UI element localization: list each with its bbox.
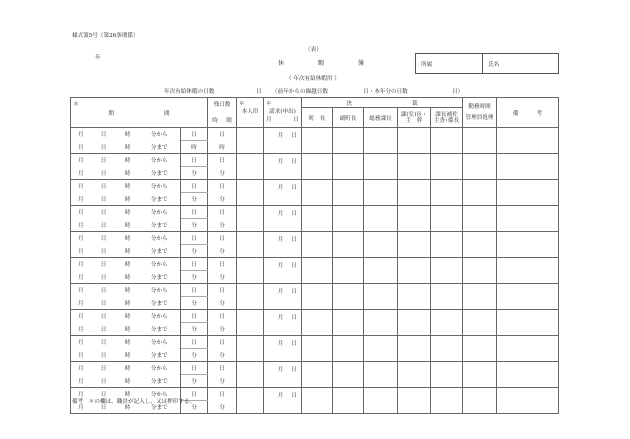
remaining-time-cell[interactable]: 分 (208, 375, 237, 388)
remaining-cell[interactable]: 日 (208, 362, 237, 375)
to-minute[interactable]: 分まで (139, 141, 181, 154)
request-date-cell[interactable]: 月 日 (264, 310, 302, 336)
general-affairs-cell[interactable] (364, 180, 398, 206)
to-hour[interactable]: 時 (117, 323, 139, 336)
from-minute[interactable]: 分から (139, 180, 181, 193)
days-cell[interactable]: 日 (181, 310, 208, 323)
section-chief-cell[interactable] (398, 232, 431, 258)
header-mayor: 町 長 (302, 108, 333, 128)
remaining-time-cell[interactable]: 分 (208, 219, 237, 232)
remaining-cell[interactable]: 日 (208, 128, 237, 141)
header-vice-mayor: 副町長 (333, 108, 364, 128)
to-month[interactable]: 月 (71, 219, 91, 232)
table-row (71, 128, 559, 141)
assistant-chief-cell[interactable] (431, 154, 463, 180)
to-month[interactable]: 月 (71, 375, 91, 388)
vice-mayor-cell[interactable] (333, 206, 364, 232)
from-hour[interactable]: 時 (117, 388, 139, 401)
section-chief-cell[interactable] (398, 206, 431, 232)
remaining-cell[interactable]: 日 (208, 180, 237, 193)
year-label: 年 (95, 55, 101, 61)
remaining-time-cell[interactable]: 分 (208, 297, 237, 310)
to-minute[interactable]: 分まで (139, 375, 181, 388)
days-cell[interactable]: 日 (181, 336, 208, 349)
section-chief-cell[interactable] (398, 258, 431, 284)
table-row (71, 336, 559, 349)
from-month[interactable]: 月 (71, 336, 91, 349)
from-hour[interactable]: 時 (117, 232, 139, 245)
work-time-mgr-cell[interactable] (463, 180, 497, 206)
remaining-cell[interactable]: 日 (208, 154, 237, 167)
to-month[interactable]: 月 (71, 349, 91, 362)
assistant-chief-cell[interactable] (431, 336, 463, 362)
request-date-cell[interactable]: 月 日 (264, 206, 302, 232)
from-hour[interactable]: 時 (117, 362, 139, 375)
from-month[interactable]: 月 (71, 388, 91, 401)
work-time-mgr-cell[interactable] (463, 128, 497, 154)
to-month[interactable]: 月 (71, 167, 91, 180)
seal-cell[interactable] (237, 310, 264, 336)
to-hour[interactable]: 時 (117, 167, 139, 180)
remarks-cell[interactable] (497, 128, 559, 154)
to-day[interactable]: 日 (91, 271, 117, 284)
remarks-cell[interactable] (497, 258, 559, 284)
remarks-cell[interactable] (497, 336, 559, 362)
info-box (415, 53, 559, 74)
general-affairs-cell[interactable] (364, 362, 398, 388)
remarks-cell[interactable] (497, 362, 559, 388)
general-affairs-cell[interactable] (364, 310, 398, 336)
vice-mayor-cell[interactable] (333, 154, 364, 180)
assistant-chief-cell[interactable] (431, 388, 463, 414)
seal-cell[interactable] (237, 284, 264, 310)
seal-cell[interactable] (237, 388, 264, 414)
to-hour[interactable]: 時 (117, 219, 139, 232)
remaining-cell[interactable]: 日 (208, 232, 237, 245)
request-date-cell[interactable]: 月 日 (264, 362, 302, 388)
to-day[interactable]: 日 (91, 245, 117, 258)
this-year-label: 日・本年分の日数 (363, 89, 408, 95)
days-close: 日） (452, 89, 464, 95)
from-day[interactable]: 日 (91, 128, 117, 141)
from-minute[interactable]: 分から (139, 388, 181, 401)
to-hour[interactable]: 時 (117, 271, 139, 284)
vice-mayor-cell[interactable] (333, 258, 364, 284)
time-cell[interactable]: 分 (181, 375, 208, 388)
to-hour[interactable]: 時 (117, 297, 139, 310)
work-time-mgr-cell[interactable] (463, 154, 497, 180)
leave-table (70, 97, 559, 414)
work-time-mgr-cell[interactable] (463, 258, 497, 284)
vice-mayor-cell[interactable] (333, 336, 364, 362)
table-row (71, 206, 559, 219)
from-day[interactable]: 日 (91, 206, 117, 219)
request-date-cell[interactable]: 月 日 (264, 388, 302, 414)
section-chief-cell[interactable] (398, 362, 431, 388)
from-day[interactable]: 日 (91, 310, 117, 323)
from-hour[interactable]: 時 (117, 180, 139, 193)
days-cell[interactable]: 日 (181, 232, 208, 245)
remaining-time-cell[interactable]: 分 (208, 323, 237, 336)
seal-cell[interactable] (237, 232, 264, 258)
from-day[interactable]: 日 (91, 336, 117, 349)
days-cell[interactable]: 日 (181, 388, 208, 401)
vice-mayor-cell[interactable] (333, 180, 364, 206)
remaining-time-cell[interactable]: 分 (208, 245, 237, 258)
work-time-mgr-cell[interactable] (463, 336, 497, 362)
to-month[interactable]: 月 (71, 271, 91, 284)
to-minute[interactable]: 分まで (139, 167, 181, 180)
from-minute[interactable]: 分から (139, 362, 181, 375)
days-cell[interactable]: 日 (181, 258, 208, 271)
from-day[interactable]: 日 (91, 388, 117, 401)
seal-cell[interactable] (237, 362, 264, 388)
general-affairs-cell[interactable] (364, 154, 398, 180)
from-day[interactable]: 日 (91, 284, 117, 297)
to-month[interactable]: 月 (71, 401, 91, 414)
remarks-cell[interactable] (497, 284, 559, 310)
section-chief-cell[interactable] (398, 310, 431, 336)
table-row (71, 310, 559, 323)
to-minute[interactable]: 分まで (139, 349, 181, 362)
header-remarks: 備 考 (497, 98, 559, 128)
remarks-cell[interactable] (497, 180, 559, 206)
days-cell[interactable]: 日 (181, 284, 208, 297)
to-minute[interactable]: 分まで (139, 297, 181, 310)
remarks-cell[interactable] (497, 388, 559, 414)
request-date-cell[interactable]: 月 日 (264, 284, 302, 310)
table-row (71, 180, 559, 193)
remaining-cell[interactable]: 日 (208, 336, 237, 349)
seal-cell[interactable] (237, 128, 264, 154)
days-cell[interactable]: 日 (181, 180, 208, 193)
table-row (71, 232, 559, 245)
days-cell[interactable]: 日 (181, 128, 208, 141)
general-affairs-cell[interactable] (364, 388, 398, 414)
to-day[interactable]: 日 (91, 349, 117, 362)
assistant-chief-cell[interactable] (431, 206, 463, 232)
from-day[interactable]: 日 (91, 232, 117, 245)
time-cell[interactable]: 分 (181, 219, 208, 232)
from-hour[interactable]: 時 (117, 310, 139, 323)
from-hour[interactable]: 時 (117, 128, 139, 141)
request-date-cell[interactable]: 月 日 (264, 154, 302, 180)
to-minute[interactable]: 分まで (139, 323, 181, 336)
assistant-chief-cell[interactable] (431, 310, 463, 336)
mayor-cell[interactable] (302, 128, 333, 154)
request-date-cell[interactable]: 月 日 (264, 128, 302, 154)
to-day[interactable]: 日 (91, 167, 117, 180)
work-time-mgr-cell[interactable] (463, 388, 497, 414)
remaining-cell[interactable]: 日 (208, 206, 237, 219)
from-month[interactable]: 月 (71, 206, 91, 219)
vice-mayor-cell[interactable] (333, 284, 364, 310)
remarks-cell[interactable] (497, 154, 559, 180)
header-general-affairs: 総務課長 (364, 108, 398, 128)
from-minute[interactable]: 分から (139, 206, 181, 219)
remaining-time-cell[interactable]: 分 (208, 401, 237, 414)
from-minute[interactable]: 分から (139, 310, 181, 323)
request-date-cell[interactable]: 月 日 (264, 232, 302, 258)
from-minute[interactable]: 分から (139, 284, 181, 297)
from-month[interactable]: 月 (71, 284, 91, 297)
carryover-label: （前年からの繰越日数 (272, 89, 328, 95)
page-title: 休 暇 簿 (278, 60, 379, 67)
from-month[interactable]: 月 (71, 128, 91, 141)
header-work-time-mgr: 勤務時間 管理員処理 (463, 98, 497, 128)
mayor-cell[interactable] (302, 258, 333, 284)
from-minute[interactable]: 分から (139, 336, 181, 349)
time-cell[interactable]: 分 (181, 271, 208, 284)
header-assistant-chief: 課長補佐 主査･係長 (431, 108, 463, 128)
vice-mayor-cell[interactable] (333, 128, 364, 154)
mayor-cell[interactable] (302, 232, 333, 258)
to-hour[interactable]: 時 (117, 193, 139, 206)
request-date-cell[interactable]: 月 日 (264, 180, 302, 206)
remaining-time-cell[interactable]: 分 (208, 271, 237, 284)
annual-days-label: 年次有給休暇の日数 (164, 89, 215, 95)
from-minute[interactable]: 分から (139, 258, 181, 271)
remaining-cell[interactable]: 日 (208, 258, 237, 271)
from-minute[interactable]: 分から (139, 128, 181, 141)
table-row (71, 154, 559, 167)
days-cell[interactable]: 日 (181, 154, 208, 167)
title-sub: （ 年次有給休暇用 ） (286, 76, 340, 82)
from-day[interactable]: 日 (91, 362, 117, 375)
to-hour[interactable]: 時 (117, 401, 139, 414)
assistant-chief-cell[interactable] (431, 258, 463, 284)
general-affairs-cell[interactable] (364, 284, 398, 310)
remaining-cell[interactable]: 日 (208, 310, 237, 323)
time-cell[interactable]: 分 (181, 297, 208, 310)
from-hour[interactable]: 時 (117, 206, 139, 219)
section-chief-cell[interactable] (398, 154, 431, 180)
from-hour[interactable]: 時 (117, 284, 139, 297)
subtitle-paren: （表） (305, 47, 322, 53)
seal-cell[interactable] (237, 180, 264, 206)
remaining-time-cell[interactable]: 分 (208, 193, 237, 206)
days-cell[interactable]: 日 (181, 362, 208, 375)
remarks-cell[interactable] (497, 310, 559, 336)
to-minute[interactable]: 分まで (139, 271, 181, 284)
name-cell[interactable] (483, 54, 558, 73)
header-seal: ＊ 本人印 (237, 98, 264, 128)
seal-cell[interactable] (237, 258, 264, 284)
vice-mayor-cell[interactable] (333, 232, 364, 258)
to-month[interactable]: 月 (71, 323, 91, 336)
to-month[interactable]: 月 (71, 297, 91, 310)
vice-mayor-cell[interactable] (333, 310, 364, 336)
vice-mayor-cell[interactable] (333, 388, 364, 414)
assistant-chief-cell[interactable] (431, 232, 463, 258)
section-chief-cell[interactable] (398, 336, 431, 362)
table-row (71, 258, 559, 271)
to-month[interactable]: 月 (71, 141, 91, 154)
mayor-cell[interactable] (302, 154, 333, 180)
seal-cell[interactable] (237, 206, 264, 232)
form-id: 様式第5号（第26条関係） (72, 33, 139, 39)
to-day[interactable]: 日 (91, 375, 117, 388)
work-time-mgr-cell[interactable] (463, 206, 497, 232)
to-hour[interactable]: 時 (117, 349, 139, 362)
mayor-cell[interactable] (302, 310, 333, 336)
mayor-cell[interactable] (302, 284, 333, 310)
vice-mayor-cell[interactable] (333, 362, 364, 388)
time-cell[interactable]: 分 (181, 401, 208, 414)
work-time-mgr-cell[interactable] (463, 284, 497, 310)
header-decision: 決 裁 (302, 98, 463, 108)
assistant-chief-cell[interactable] (431, 362, 463, 388)
days-cell[interactable]: 日 (181, 206, 208, 219)
from-month[interactable]: 月 (71, 154, 91, 167)
to-minute[interactable]: 分まで (139, 401, 181, 414)
request-date-cell[interactable]: 月 日 (264, 258, 302, 284)
work-time-mgr-cell[interactable] (463, 310, 497, 336)
time-cell[interactable]: 分 (181, 167, 208, 180)
assistant-chief-cell[interactable] (431, 284, 463, 310)
header-request: ＊ 請求(申出) 月 日 (264, 98, 302, 128)
assistant-chief-cell[interactable] (431, 180, 463, 206)
to-day[interactable]: 日 (91, 401, 117, 414)
name-label: 氏名 (488, 62, 500, 68)
remaining-time-cell[interactable]: 分 (208, 349, 237, 362)
to-day[interactable]: 日 (91, 141, 117, 154)
to-minute[interactable]: 分まで (139, 219, 181, 232)
to-day[interactable]: 日 (91, 219, 117, 232)
from-month[interactable]: 月 (71, 258, 91, 271)
to-day[interactable]: 日 (91, 297, 117, 310)
time-cell[interactable]: 分 (181, 349, 208, 362)
from-hour[interactable]: 時 (117, 258, 139, 271)
time-cell[interactable]: 分 (181, 245, 208, 258)
mayor-cell[interactable] (302, 388, 333, 414)
to-minute[interactable]: 分まで (139, 193, 181, 206)
work-time-mgr-cell[interactable] (463, 362, 497, 388)
section-chief-cell[interactable] (398, 128, 431, 154)
mayor-cell[interactable] (302, 180, 333, 206)
header-period: ＊ 期 間 (71, 98, 208, 128)
general-affairs-cell[interactable] (364, 206, 398, 232)
from-month[interactable]: 月 (71, 232, 91, 245)
remaining-time-cell[interactable]: 分 (208, 167, 237, 180)
remaining-cell[interactable]: 日 (208, 284, 237, 297)
work-time-mgr-cell[interactable] (463, 232, 497, 258)
assistant-chief-cell[interactable] (431, 128, 463, 154)
to-month[interactable]: 月 (71, 245, 91, 258)
to-day[interactable]: 日 (91, 193, 117, 206)
to-day[interactable]: 日 (91, 323, 117, 336)
header-remaining: 残日数 時 間 (208, 98, 237, 128)
from-minute[interactable]: 分から (139, 154, 181, 167)
time-cell[interactable]: 分 (181, 193, 208, 206)
header-section-chief: 課(室)長・ 主 幹 (398, 108, 431, 128)
section-chief-cell[interactable] (398, 388, 431, 414)
general-affairs-cell[interactable] (364, 258, 398, 284)
to-hour[interactable]: 時 (117, 245, 139, 258)
section-chief-cell[interactable] (398, 180, 431, 206)
seal-cell[interactable] (237, 336, 264, 362)
mayor-cell[interactable] (302, 336, 333, 362)
to-hour[interactable]: 時 (117, 375, 139, 388)
table-row (71, 284, 559, 297)
from-month[interactable]: 月 (71, 180, 91, 193)
remarks-cell[interactable] (497, 232, 559, 258)
table-row (71, 362, 559, 375)
general-affairs-cell[interactable] (364, 336, 398, 362)
from-day[interactable]: 日 (91, 180, 117, 193)
annual-days-unit: 日 (256, 89, 262, 95)
from-month[interactable]: 月 (71, 310, 91, 323)
from-day[interactable]: 日 (91, 258, 117, 271)
from-hour[interactable]: 時 (117, 336, 139, 349)
time-cell[interactable]: 分 (181, 323, 208, 336)
mayor-cell[interactable] (302, 362, 333, 388)
footnote: 備考 ＊の欄は、職員が記入し、又は押印する。 (72, 399, 196, 405)
from-month[interactable]: 月 (71, 362, 91, 375)
section-chief-cell[interactable] (398, 284, 431, 310)
dept-label: 所属 (421, 62, 433, 68)
to-minute[interactable]: 分まで (139, 245, 181, 258)
remaining-cell[interactable]: 日 (208, 388, 237, 401)
general-affairs-cell[interactable] (364, 232, 398, 258)
time-cell[interactable]: 時 (181, 141, 208, 154)
to-hour[interactable]: 時 (117, 141, 139, 154)
from-day[interactable]: 日 (91, 154, 117, 167)
request-date-cell[interactable]: 月 日 (264, 336, 302, 362)
from-minute[interactable]: 分から (139, 232, 181, 245)
dept-cell[interactable] (416, 54, 483, 73)
from-hour[interactable]: 時 (117, 154, 139, 167)
general-affairs-cell[interactable] (364, 128, 398, 154)
remaining-time-cell[interactable]: 時 (208, 141, 237, 154)
mayor-cell[interactable] (302, 206, 333, 232)
to-month[interactable]: 月 (71, 193, 91, 206)
remarks-cell[interactable] (497, 206, 559, 232)
seal-cell[interactable] (237, 154, 264, 180)
